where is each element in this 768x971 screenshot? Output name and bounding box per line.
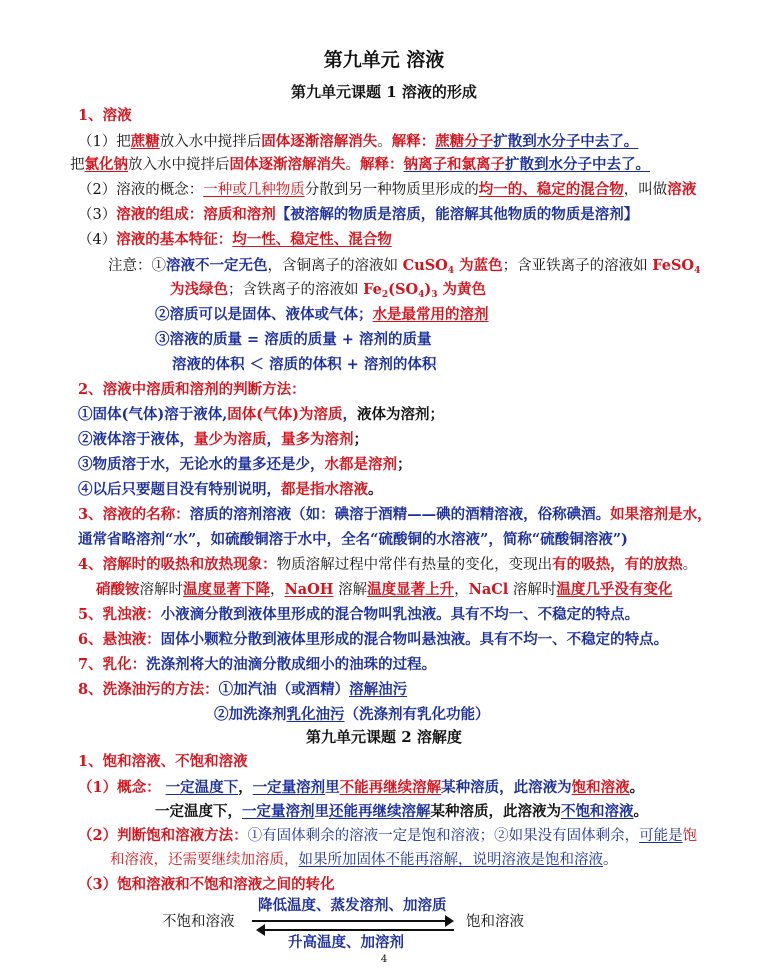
t: 5、乳浊液： bbox=[78, 606, 161, 623]
section-2-heading: 2、溶液中溶质和溶剂的判断方法： bbox=[78, 381, 306, 398]
t: （如：碘溶于酒精——碘的酒精溶液，俗称碘酒。 bbox=[291, 506, 611, 523]
t: 小液滴分散到液体里形成的混合物叫乳浊液。具有不均一、不稳定的特点。 bbox=[160, 606, 640, 623]
t: 6、悬浊液： bbox=[78, 631, 161, 648]
t: 概念： bbox=[117, 779, 166, 796]
t: 里 bbox=[314, 803, 329, 820]
t: ) bbox=[424, 281, 432, 298]
t: 如果溶剂是水， bbox=[610, 506, 712, 523]
note-3: ③溶液的质量 = 溶质的质量 + 溶剂的质量 bbox=[155, 331, 432, 348]
t: 还能再继续溶解 bbox=[329, 803, 431, 820]
t: ①加汽油（或酒精） bbox=[218, 681, 350, 698]
t: ，含铜离子的溶液如 bbox=[267, 258, 403, 274]
t: 4 bbox=[447, 266, 455, 276]
section-1-heading: 1、溶液 bbox=[78, 107, 132, 124]
t: （2）溶液的概念： bbox=[78, 182, 204, 198]
t: 蔗糖分子 bbox=[435, 133, 494, 150]
note-2 bbox=[155, 305, 489, 325]
para-2 bbox=[78, 180, 696, 200]
t: 溶解油污 bbox=[349, 681, 408, 698]
t: （4） bbox=[78, 232, 117, 248]
t: 一定温度下 bbox=[155, 803, 228, 820]
t: ；含亚铁离子的溶液如 bbox=[502, 258, 653, 274]
t: 扩散到水分子中去了。 bbox=[493, 133, 639, 150]
t: ， bbox=[342, 406, 358, 423]
t: NaOH bbox=[284, 581, 334, 598]
conv-right-label: 饱和溶液 bbox=[466, 914, 524, 930]
t: 量多为溶剂 bbox=[281, 431, 354, 448]
concept-1a bbox=[78, 778, 644, 798]
t: 不能再继续溶解 bbox=[339, 779, 442, 796]
t: 。 bbox=[682, 557, 698, 573]
t: 分散到另一种物质里形成的 bbox=[304, 182, 479, 198]
t: ；含铁离子的溶液如 bbox=[228, 282, 364, 298]
arrow-left bbox=[258, 929, 454, 931]
section-3a bbox=[78, 505, 712, 525]
t: 如果所加固体不能再溶解，说明溶液是饱和溶液 bbox=[298, 852, 603, 868]
t: 有的吸热，有的放热 bbox=[552, 556, 683, 573]
t: 溶解时 bbox=[139, 582, 183, 598]
t: 蔗糖 bbox=[130, 133, 160, 150]
t: 。 bbox=[377, 134, 392, 150]
t: 和溶液，还需要继续加溶质， bbox=[110, 852, 299, 868]
t: 温度显著上升 bbox=[367, 581, 455, 598]
section-5 bbox=[78, 605, 639, 625]
section-7 bbox=[78, 655, 436, 675]
t: ， bbox=[238, 779, 253, 796]
t: 3 bbox=[431, 290, 438, 300]
t: 一种或几种物质 bbox=[203, 182, 305, 198]
t: 把 bbox=[70, 157, 85, 173]
t: 均一性、稳定性、混合物 bbox=[232, 231, 392, 248]
t: ； bbox=[397, 456, 412, 473]
para-1a bbox=[78, 132, 638, 152]
lesson-1-title: 第九单元课题 1 溶液的形成 bbox=[291, 83, 477, 101]
t: 一定量溶剂 bbox=[242, 803, 315, 820]
t: 固体小颗粒分散到液体里形成的混合物叫悬浊液。具有不均一、不稳定的特点。 bbox=[160, 631, 669, 648]
t: 液体为溶剂 bbox=[357, 406, 430, 423]
t: (SO bbox=[388, 281, 419, 298]
t: 。 bbox=[633, 803, 648, 820]
t: 某种溶质，此溶液为 bbox=[441, 779, 572, 796]
t: 固体逐渐溶解消失 bbox=[229, 156, 346, 173]
t: 某种溶质，此溶液为 bbox=[430, 803, 561, 820]
section-8b bbox=[214, 705, 490, 725]
t: （1）把 bbox=[78, 134, 131, 150]
t: ，叫做 bbox=[623, 182, 668, 198]
t: 溶解 bbox=[333, 582, 368, 598]
t: 温度显著下降 bbox=[183, 581, 270, 598]
t: ， bbox=[227, 803, 242, 820]
t: 溶液不一定无色 bbox=[166, 257, 268, 274]
conv-left-label: 不饱和溶液 bbox=[162, 914, 235, 930]
t: 溶液的组成：溶质和溶剂 bbox=[116, 206, 276, 223]
t: 饱 bbox=[682, 828, 698, 844]
t: ②加洗涤剂 bbox=[214, 706, 287, 723]
t: 硝酸铵 bbox=[96, 581, 140, 598]
t: 水都是溶剂 bbox=[324, 456, 397, 473]
t: 解释： bbox=[360, 156, 404, 173]
para-4 bbox=[78, 230, 392, 250]
t: （3） bbox=[78, 207, 117, 223]
t: 固体逐渐溶解消失 bbox=[261, 133, 378, 150]
concept-1b bbox=[155, 802, 648, 822]
t: 4、溶解时的吸热和放热现象： bbox=[78, 556, 277, 573]
t: 为浅绿色 bbox=[170, 281, 228, 298]
t: 不饱和溶液 bbox=[561, 803, 634, 820]
t: 温度几乎没有变化 bbox=[556, 581, 673, 598]
t: 里 bbox=[325, 779, 340, 796]
t: 一定温度下 bbox=[165, 779, 239, 796]
t: 放入水中搅拌后 bbox=[159, 134, 262, 150]
t: （洗涤剂有乳化功能） bbox=[344, 706, 490, 723]
judge-3 bbox=[78, 455, 412, 475]
t: 。 bbox=[603, 852, 618, 868]
t: ， bbox=[266, 431, 281, 448]
t: 放入水中搅拌后 bbox=[128, 157, 230, 173]
t: 物质溶解过程中常伴有热量的变化，变现出 bbox=[276, 557, 553, 573]
judge-4 bbox=[78, 480, 383, 500]
t: ； bbox=[429, 406, 445, 423]
t: 。 bbox=[368, 481, 383, 498]
t: 8、洗涤油污的方法： bbox=[78, 681, 219, 698]
t: 3、溶液的名称 bbox=[78, 506, 176, 523]
arrow-right bbox=[252, 920, 452, 922]
note-1 bbox=[108, 256, 700, 276]
t: 均一的、稳定的混合物 bbox=[478, 181, 624, 198]
t: 溶液的基本特征： bbox=[116, 231, 233, 248]
t: 乳化油污 bbox=[286, 706, 345, 723]
note-1b bbox=[170, 280, 486, 300]
page-title: 第九单元 溶液 bbox=[323, 49, 445, 71]
t: 注意：① bbox=[108, 258, 166, 274]
t: ④以后只要题目没有特别说明， bbox=[78, 481, 281, 498]
t: 判断饱和溶液方法： bbox=[117, 827, 248, 844]
conv-top-label: 降低温度、蒸发溶剂、加溶质 bbox=[258, 897, 447, 914]
t: 为蓝色 bbox=[454, 257, 503, 274]
t: ①有固体剩余的溶液一定是饱和溶液；②如果没有固体剩余， bbox=[247, 828, 640, 844]
judge-2 bbox=[78, 430, 368, 450]
t: ： bbox=[175, 506, 190, 523]
t: CuSO bbox=[402, 257, 448, 274]
para-1b bbox=[70, 155, 650, 175]
t: 钠离子和氯离子 bbox=[403, 156, 505, 173]
t: ①固体(气体)溶于液体, bbox=[78, 406, 228, 423]
t: 。 bbox=[629, 779, 645, 796]
t: 水是最常用的溶剂 bbox=[372, 306, 489, 323]
t: 量少为溶质 bbox=[194, 431, 267, 448]
t: 【被溶解的物质是溶质，能溶解其他物质的物质是溶剂】 bbox=[275, 206, 639, 223]
note-4: 溶液的体积 ＜ 溶质的体积 + 溶剂的体积 bbox=[172, 356, 437, 373]
t: 7、乳化： bbox=[78, 656, 147, 673]
section-8 bbox=[78, 680, 407, 700]
para-3 bbox=[78, 205, 638, 225]
t: NaCl bbox=[468, 581, 509, 598]
t: ②溶质可以是固体、液体或气体； bbox=[155, 306, 373, 323]
t: 都是指水溶液 bbox=[281, 481, 368, 498]
t: 固体(气体)为溶质 bbox=[227, 406, 343, 423]
t: ， bbox=[270, 582, 285, 598]
lesson-2-title: 第九单元课题 2 溶解度 bbox=[306, 728, 462, 746]
section-3b: 通常省略溶剂“水”，如硫酸铜溶于水中，全名“硫酸铜的水溶液”，简称“硫酸铜溶液”) bbox=[78, 531, 628, 548]
t: 洗涤剂将大的油滴分散成细小的油珠的过程。 bbox=[146, 656, 437, 673]
t: 饱和溶液 bbox=[571, 779, 630, 796]
t: ； bbox=[353, 431, 368, 448]
topic-1-heading: 1、饱和溶液、不饱和溶液 bbox=[78, 753, 248, 770]
section-4a bbox=[78, 555, 697, 575]
t: ②液体溶于液体， bbox=[78, 431, 194, 448]
t: ， bbox=[454, 582, 469, 598]
t: Fe bbox=[363, 281, 382, 298]
t: 。 bbox=[345, 157, 360, 173]
t: 4 bbox=[418, 290, 425, 300]
t: 解释： bbox=[391, 133, 436, 150]
t: 4 bbox=[694, 266, 701, 276]
t: 为黄色 bbox=[437, 281, 487, 298]
t: FeSO bbox=[652, 257, 695, 274]
judge-1 bbox=[78, 405, 444, 425]
t: 一定量溶剂 bbox=[252, 779, 326, 796]
page-number: 4 bbox=[380, 954, 388, 965]
t: 溶质的溶剂溶液 bbox=[189, 506, 292, 523]
concept-2a bbox=[78, 826, 697, 846]
t: 可能是 bbox=[639, 828, 683, 844]
t: 氯化钠 bbox=[84, 156, 128, 173]
t: 溶解时 bbox=[508, 582, 557, 598]
section-6 bbox=[78, 630, 668, 650]
concept-3-heading: （3）饱和溶液和不饱和溶液之间的转化 bbox=[78, 876, 335, 893]
t: 2 bbox=[381, 290, 389, 300]
section-4b bbox=[96, 580, 672, 600]
t: ③物质溶于水，无论水的量多还是少， bbox=[78, 456, 325, 473]
t: （2） bbox=[78, 827, 118, 844]
conv-bottom-label: 升高温度、加溶剂 bbox=[288, 934, 404, 951]
t: 扩散到水分子中去了。 bbox=[505, 156, 650, 173]
t: （1） bbox=[78, 779, 118, 796]
t: 溶液 bbox=[667, 181, 697, 198]
concept-2b bbox=[110, 850, 618, 870]
